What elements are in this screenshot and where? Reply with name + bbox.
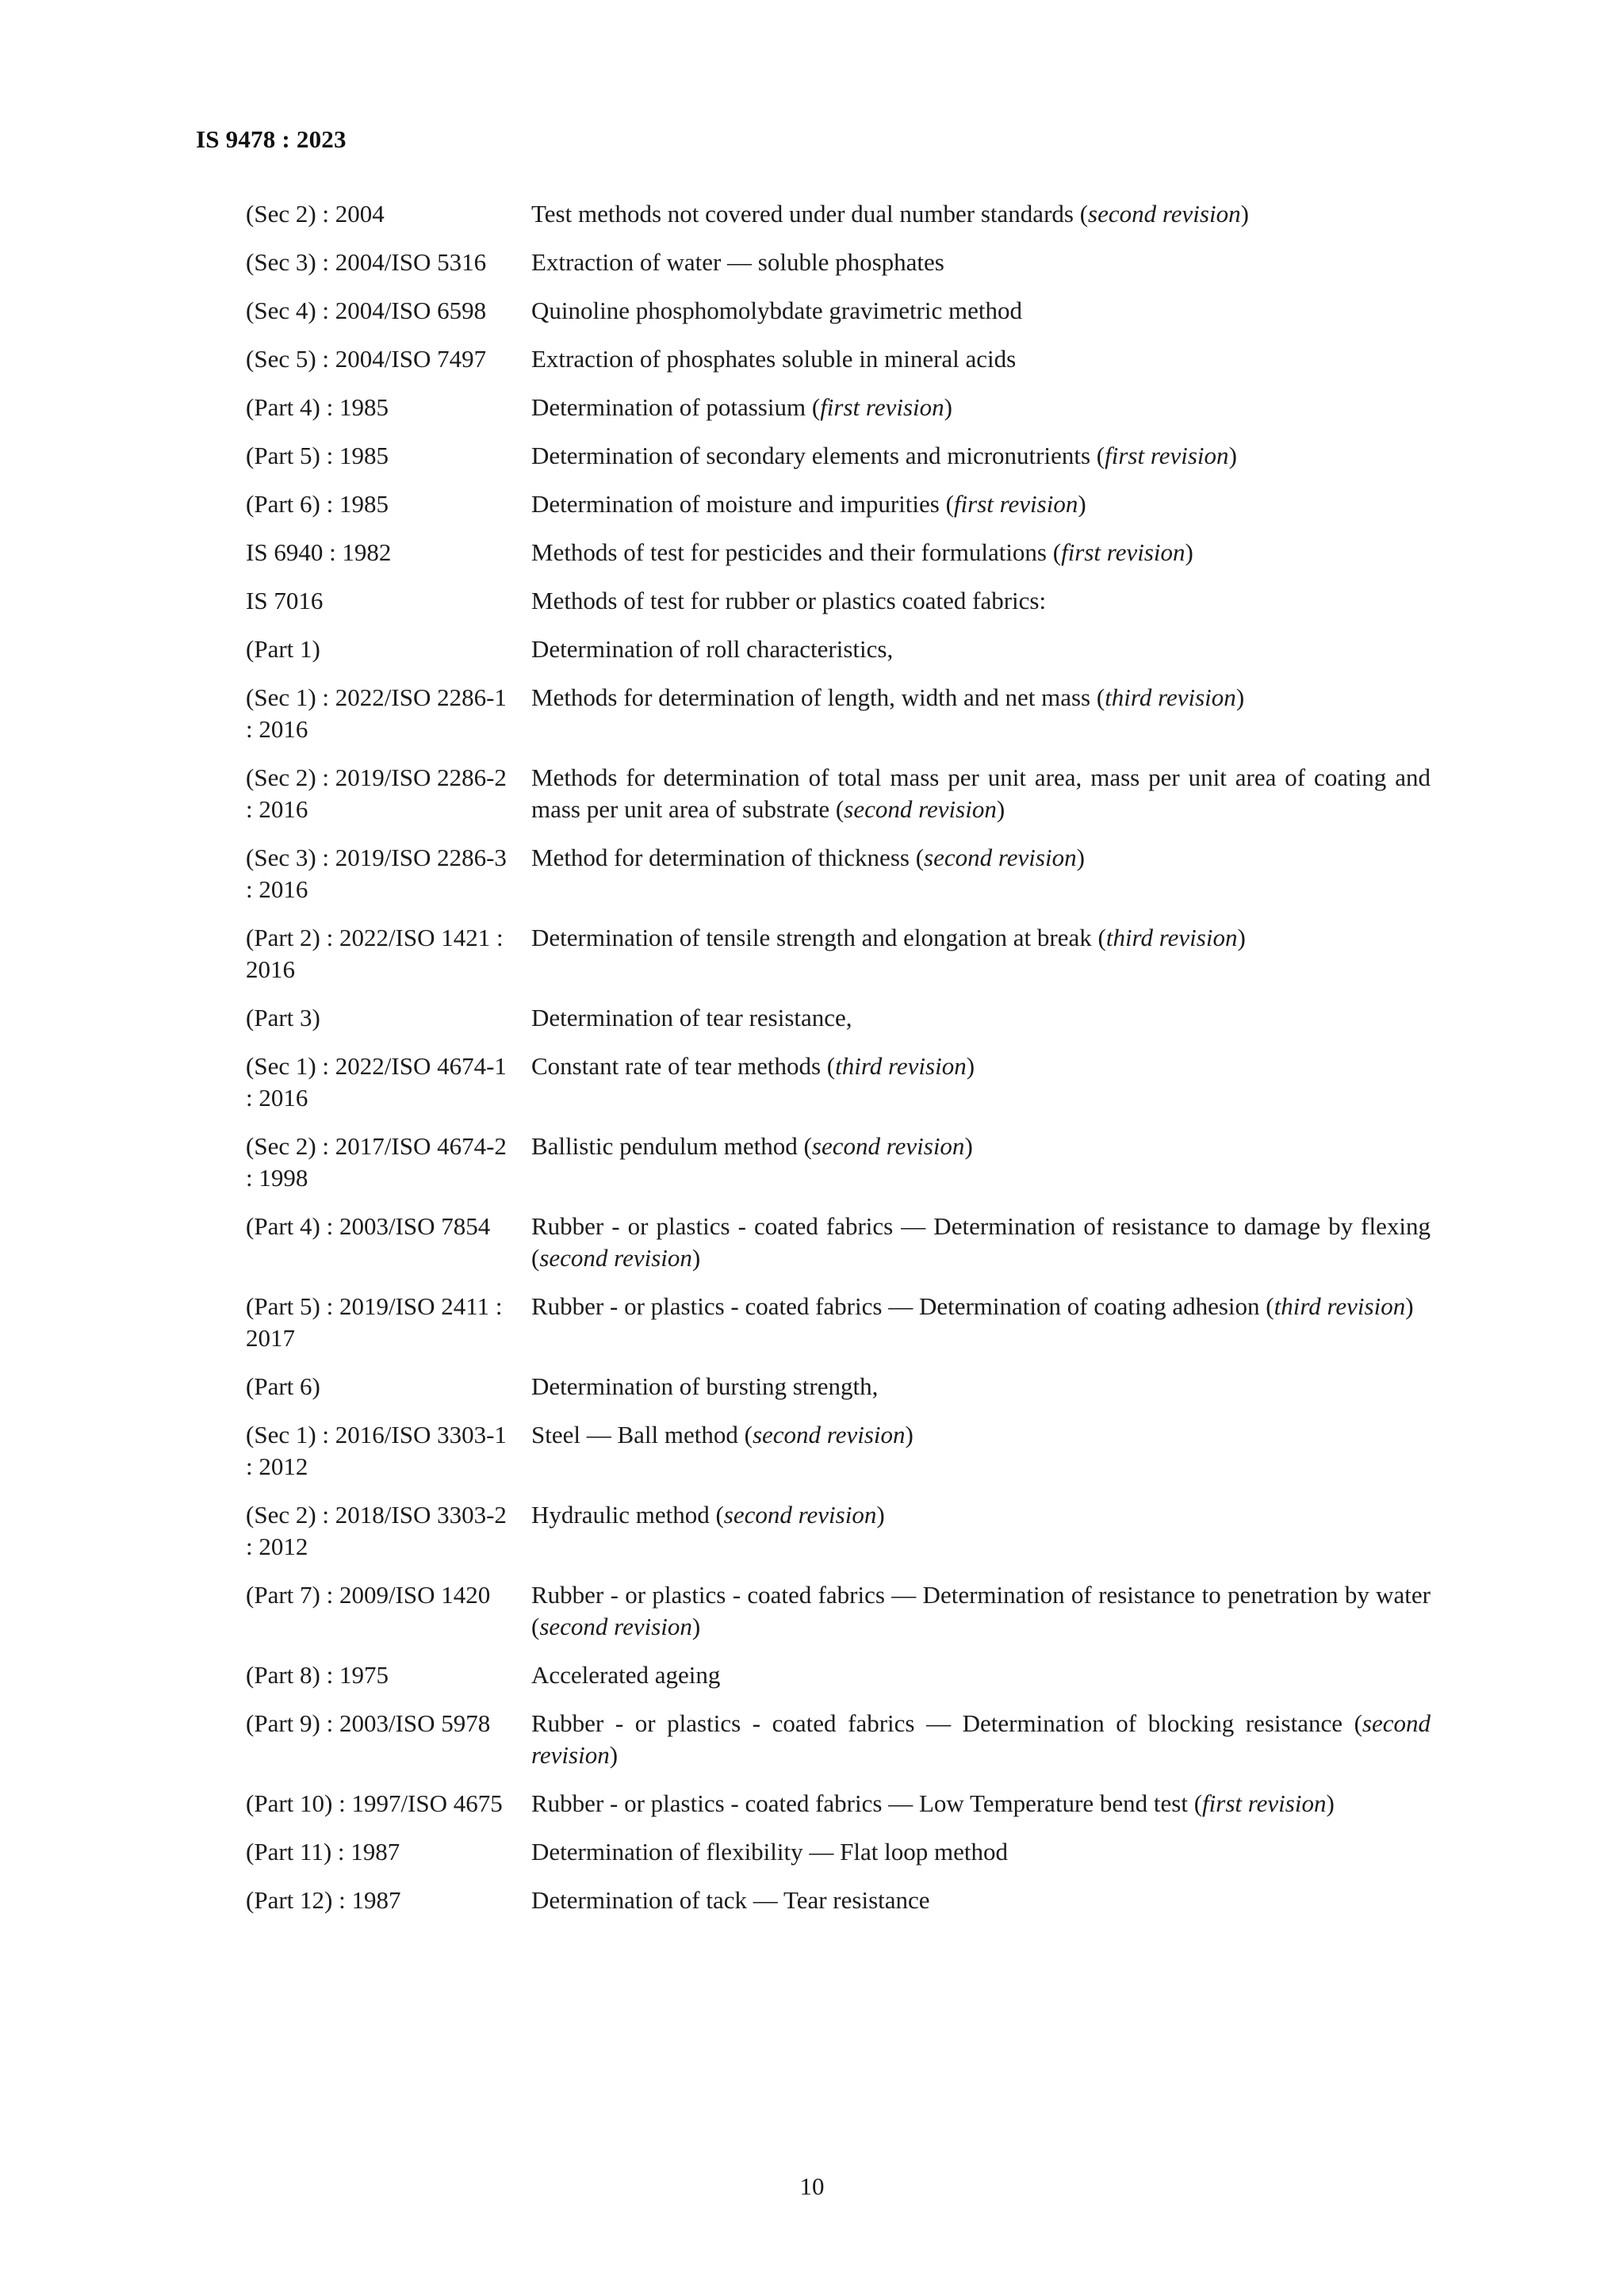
standard-number: (Part 4) : 1985	[246, 393, 389, 421]
standard-number: (Part 11) : 1987	[246, 1838, 400, 1866]
standard-title	[531, 1131, 1431, 1194]
title-text: Determination of moisture and impurities (	[531, 490, 954, 518]
standard-number: IS 7016	[246, 587, 324, 614]
title-text: Ballistic pendulum method (	[531, 1132, 812, 1160]
title-text: Methods for determination of length, width and net mass (	[531, 683, 1105, 711]
closing-paren: )	[876, 1501, 885, 1529]
closing-paren: )	[1405, 1292, 1414, 1320]
standard-title	[531, 1788, 1431, 1820]
title-text: Rubber - or plastics - coated fabrics — Determination of resistance to penetration by water (	[531, 1581, 1431, 1640]
reference-row	[246, 1419, 1431, 1483]
title-text: Determination of roll characteristics,	[531, 635, 894, 663]
standard-number: (Part 2) : 2022/ISO 1421 : 2016	[246, 924, 504, 983]
revision-note: first revision	[820, 393, 944, 421]
closing-paren: )	[1185, 538, 1193, 566]
revision-note: second revision	[531, 1709, 1431, 1769]
standard-number: (Part 1)	[246, 635, 320, 663]
title-text: Quinoline phosphomolybdate gravimetric method	[531, 297, 1023, 324]
standard-title	[531, 762, 1431, 825]
standard-title	[531, 1579, 1431, 1643]
title-text: Determination of bursting strength,	[531, 1372, 879, 1400]
closing-paren: )	[944, 393, 952, 421]
closing-paren: )	[691, 1613, 701, 1640]
reference-row	[246, 1885, 1431, 1916]
standard-title	[531, 1499, 1431, 1563]
title-text: Constant rate of tear methods (	[531, 1052, 836, 1080]
title-text: Method for determination of thickness (	[531, 844, 925, 871]
title-text: Determination of potassium (	[531, 393, 821, 421]
standard-number: (Sec 2) : 2004	[246, 200, 385, 228]
standard-number: (Sec 1) : 2022/ISO 4674-1 : 2016	[246, 1052, 507, 1112]
standard-title	[531, 1885, 1431, 1916]
standard-title	[531, 1291, 1431, 1354]
title-text: Extraction of phosphates soluble in mineral acids	[531, 345, 1017, 373]
closing-paren: )	[996, 795, 1005, 823]
reference-row	[246, 1579, 1431, 1643]
reference-row	[246, 1211, 1431, 1274]
title-text: Methods of test for rubber or plastics coated fabrics:	[531, 587, 1047, 614]
standard-title	[531, 842, 1431, 905]
standard-title	[531, 633, 1431, 665]
reference-row	[246, 537, 1431, 568]
revision-note: first revision	[953, 490, 1078, 518]
closing-paren: )	[1326, 1789, 1335, 1817]
standard-number: (Part 6)	[246, 1372, 320, 1400]
title-text: Steel — Ball method (	[531, 1421, 753, 1448]
page-number: 10	[799, 2172, 825, 2200]
revision-note: first revision	[1061, 538, 1185, 566]
standard-number: (Sec 2) : 2017/ISO 4674-2 : 1998	[246, 1132, 507, 1192]
reference-list	[246, 198, 1431, 1933]
title-text: Rubber - or plastics - coated fabrics — Determination of coating adhesion (	[531, 1292, 1274, 1320]
title-text: Hydraulic method (	[531, 1501, 724, 1529]
standard-number: (Sec 1) : 2016/ISO 3303-1 : 2012	[246, 1421, 507, 1480]
standard-number: (Part 6) : 1985	[246, 490, 389, 518]
standard-number: (Part 5) : 1985	[246, 442, 389, 469]
standard-title	[531, 1371, 1431, 1402]
revision-note: second revision	[723, 1501, 877, 1529]
standard-title	[531, 1419, 1431, 1483]
standard-number: (Sec 3) : 2004/ISO 5316	[246, 248, 487, 276]
revision-note: second revision	[752, 1421, 906, 1448]
standard-title	[531, 198, 1431, 230]
revision-note: second revision	[539, 1244, 692, 1272]
reference-row	[246, 1708, 1431, 1771]
reference-row	[246, 1371, 1431, 1402]
reference-row	[246, 247, 1431, 278]
closing-paren: )	[609, 1741, 619, 1769]
revision-note: third revision	[1105, 683, 1236, 711]
closing-paren: )	[966, 1052, 975, 1080]
standard-title	[531, 1050, 1431, 1114]
reference-row	[246, 922, 1431, 985]
standard-number: (Part 4) : 2003/ISO 7854	[246, 1212, 491, 1240]
revision-note: second revision	[844, 795, 997, 823]
title-text: Methods of test for pesticides and their formulations (	[531, 538, 1062, 566]
closing-paren: )	[905, 1421, 914, 1448]
reference-row	[246, 295, 1431, 327]
reference-row	[246, 1836, 1431, 1868]
standard-title	[531, 440, 1431, 472]
standard-title	[531, 1836, 1431, 1868]
title-text: Rubber - or plastics - coated fabrics — Low Temperature bend test (	[531, 1789, 1203, 1817]
standard-number: (Sec 1) : 2022/ISO 2286-1 : 2016	[246, 683, 507, 743]
standard-title	[531, 922, 1431, 985]
standard-number: (Part 10) : 1997/ISO 4675	[246, 1789, 503, 1817]
revision-note: second revision	[924, 844, 1077, 871]
revision-note: second revision	[811, 1132, 965, 1160]
standard-number: (Sec 4) : 2004/ISO 6598	[246, 297, 487, 324]
standard-title	[531, 488, 1431, 520]
reference-row	[246, 1499, 1431, 1563]
reference-row	[246, 585, 1431, 617]
standard-title	[531, 295, 1431, 327]
reference-row	[246, 343, 1431, 375]
standard-title	[531, 247, 1431, 278]
reference-row	[246, 1131, 1431, 1194]
title-text: Determination of flexibility — Flat loop method	[531, 1838, 1008, 1866]
revision-note: second revision	[1088, 200, 1241, 228]
document-header: IS 9478 : 2023	[196, 125, 347, 153]
standard-title	[531, 343, 1431, 375]
closing-paren: )	[1237, 924, 1246, 951]
reference-row	[246, 1291, 1431, 1354]
closing-paren: )	[1240, 200, 1249, 228]
revision-note: first revision	[1202, 1789, 1327, 1817]
standard-number: IS 6940 : 1982	[246, 538, 392, 566]
closing-paren: )	[1078, 490, 1086, 518]
title-text: Accelerated ageing	[531, 1661, 721, 1689]
closing-paren: )	[964, 1132, 973, 1160]
reference-row	[246, 1659, 1431, 1691]
title-text: Determination of tack — Tear resistance	[531, 1886, 930, 1914]
title-text: Determination of tear resistance,	[531, 1004, 852, 1031]
closing-paren: )	[691, 1244, 701, 1272]
standard-number: (Part 7) : 2009/ISO 1420	[246, 1581, 491, 1609]
revision-note: third revision	[835, 1052, 967, 1080]
revision-note: second revision	[539, 1613, 692, 1640]
standard-title	[531, 392, 1431, 423]
standard-title	[531, 1708, 1431, 1771]
standard-number: (Part 3)	[246, 1004, 320, 1031]
title-text: Rubber - or plastics - coated fabrics — Determination of resistance to damage by flexing (	[531, 1212, 1431, 1272]
reference-row	[246, 440, 1431, 472]
reference-row	[246, 1050, 1431, 1114]
standard-title	[531, 682, 1431, 745]
title-text: Extraction of water — soluble phosphates	[531, 248, 944, 276]
reference-row	[246, 1002, 1431, 1034]
title-text: Determination of tensile strength and elongation at break (	[531, 924, 1106, 951]
standard-title	[531, 1211, 1431, 1274]
reference-row	[246, 1788, 1431, 1820]
closing-paren: )	[1235, 683, 1245, 711]
revision-note: third revision	[1105, 924, 1238, 951]
standard-title	[531, 1659, 1431, 1691]
standard-number: (Part 5) : 2019/ISO 2411 : 2017	[246, 1292, 503, 1352]
standard-title	[531, 585, 1431, 617]
standard-number: (Part 8) : 1975	[246, 1661, 389, 1689]
standard-title	[531, 537, 1431, 568]
reference-row	[246, 762, 1431, 825]
standard-number: (Sec 2) : 2018/ISO 3303-2 : 2012	[246, 1501, 507, 1560]
title-text: Determination of secondary elements and micronutrients (	[531, 442, 1105, 469]
standard-number: (Sec 5) : 2004/ISO 7497	[246, 345, 487, 373]
reference-row	[246, 682, 1431, 745]
revision-note: third revision	[1274, 1292, 1406, 1320]
revision-note: first revision	[1105, 442, 1229, 469]
closing-paren: )	[1228, 442, 1237, 469]
closing-paren: )	[1076, 844, 1085, 871]
title-text: Test methods not covered under dual number standards (	[531, 200, 1089, 228]
title-text: Rubber - or plastics - coated fabrics — Determination of blocking resistance (	[531, 1709, 1362, 1737]
standard-number: (Part 9) : 2003/ISO 5978	[246, 1709, 491, 1737]
reference-row	[246, 392, 1431, 423]
title-text: Methods for determination of total mass per unit area, mass per unit area of coating and mass per unit area of substrate (	[531, 763, 1431, 823]
standard-title	[531, 1002, 1431, 1034]
standard-number: (Sec 3) : 2019/ISO 2286-3 : 2016	[246, 844, 507, 903]
standard-number: (Sec 2) : 2019/ISO 2286-2 : 2016	[246, 763, 507, 823]
standard-number: (Part 12) : 1987	[246, 1886, 401, 1914]
reference-row	[246, 198, 1431, 230]
reference-row	[246, 842, 1431, 905]
reference-row	[246, 633, 1431, 665]
reference-row	[246, 488, 1431, 520]
